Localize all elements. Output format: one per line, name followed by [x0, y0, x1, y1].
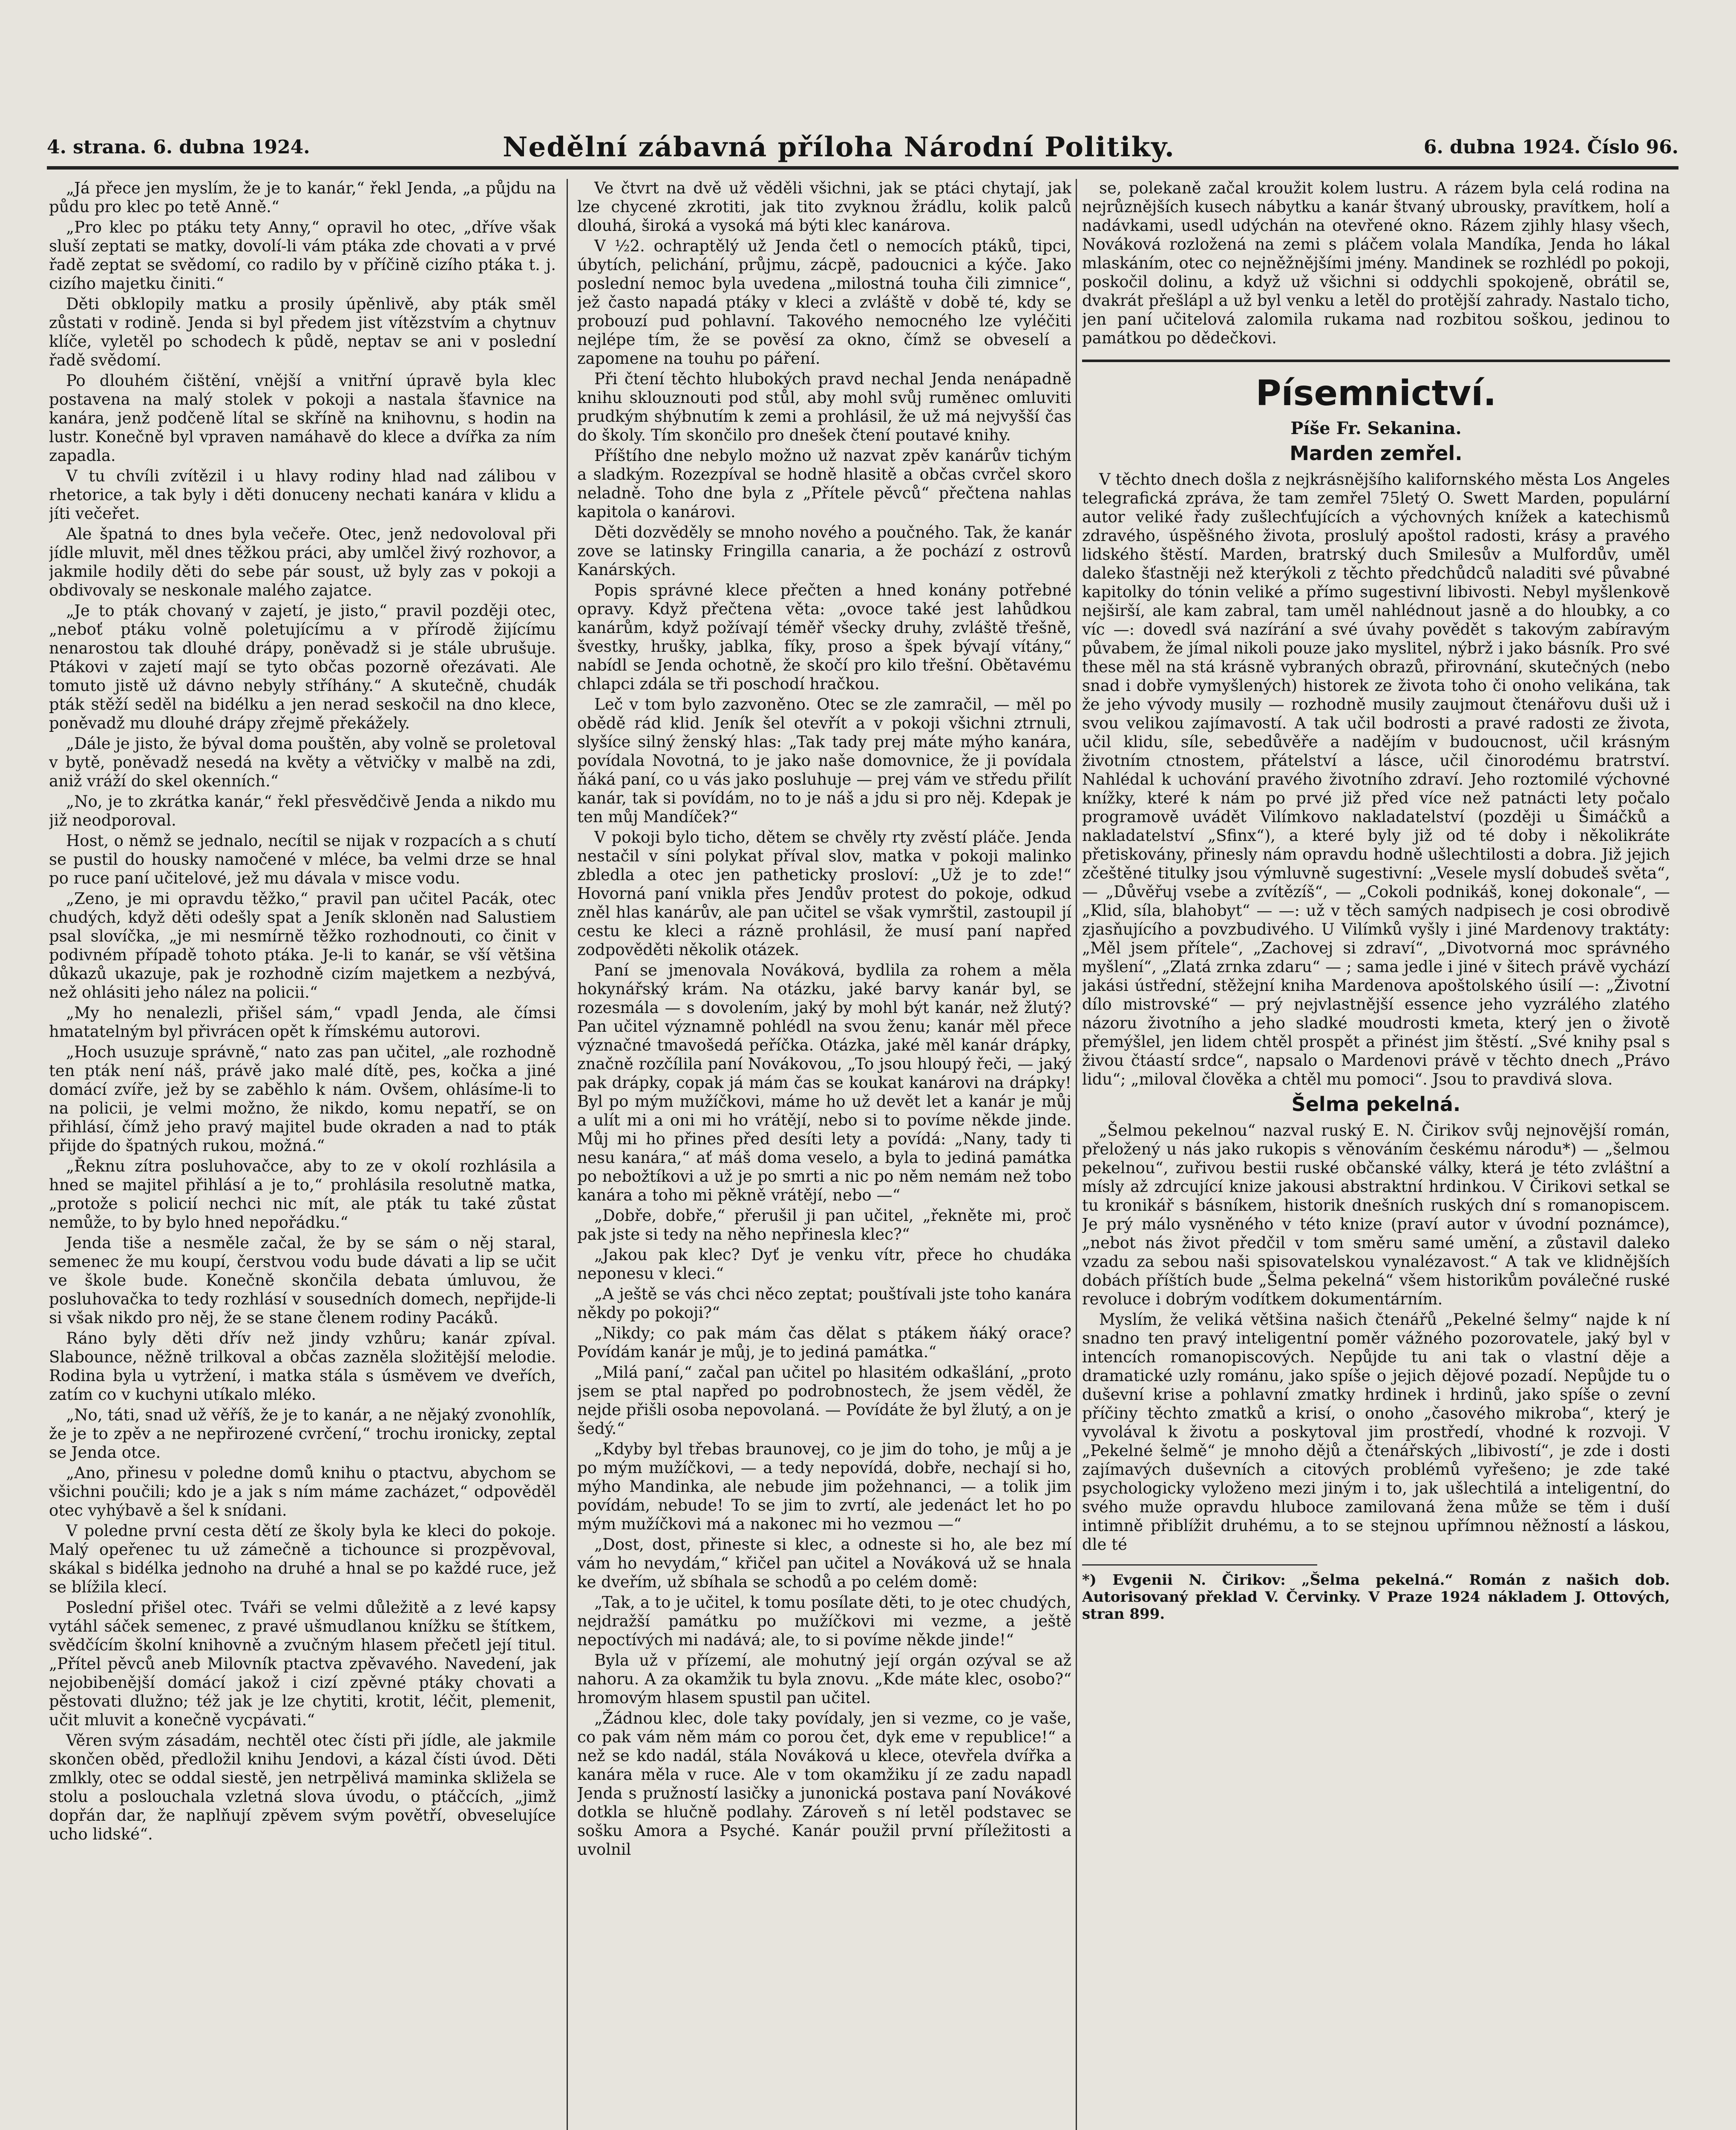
paragraph: Popis správné klece přečten a hned konány potřebné opravy. Když přečtena věta: „ovoce také jest lahůdkou kanárům, když požívají téměř všecky druhy, zvláště třešně, švestky, hrušky, jablka, fíky, proso a špek bývají vítány,“ nabídl se Jenda ochotně, že skočí pro kilo třešní. Obětavému chlapci zdála se tři poschodí hračkou.: [577, 581, 1071, 693]
paragraph: „No, táti, snad už věříš, že je to kanár, a ne nějaký zvonohlík, že je to zpěv a ne nepřirozené cvrčení,“ trochu ironicky, zeptal se Jenda otce.: [49, 1406, 556, 1462]
paragraph: „Řeknu zítra posluhovačce, aby to ze v okolí rozhlásila a hned se majitel přihlásí a je to,“ prohlásila resolutně matka, „protože s policií nechci nic mít, ale pták tu také zůstat nemůže, to by bylo hned nepořádku.“: [49, 1157, 556, 1232]
paragraph: „Jakou pak klec? Dyť je venku vítr, přece ho chudáka neponesu v kleci.“: [577, 1246, 1071, 1283]
paragraph: „A ještě se vás chci něco zeptat; pouštívali jste toho kanára někdy po pokoji?“: [577, 1285, 1071, 1322]
paragraph: Děti obklopily matku a prosily úpěnlivě, aby pták směl zůstati v rodině. Jenda si byl předem jist vítězstvím a chytnuv klíče, vyletěl po schodech k půdě, neptav se ani v poslední řadě svědomí.: [49, 295, 556, 369]
paragraph: „Já přece jen myslím, že je to kanár,“ řekl Jenda, „a půjdu na půdu pro klec po tetě Anně.“: [49, 179, 556, 216]
section-title: Písemnictví.: [1255, 373, 1497, 414]
column-3: [1082, 179, 1670, 2130]
paragraph: V ½2. ochraptělý už Jenda četl o nemocích ptáků, tipci, úbytích, pelichání, průjmu, zácpě, padoucnici a kýče. Jako poslední nemoc byla uvedena „milostná touha čili zimnice“, jež často napadá ptáky v kleci a zvláště v době té, kdy se probouzí pud pohlavní. Takového nemocného lze vyléčiti nejlépe tím, že se pověsí za okno, čímž se obveselí a zapomene na touhu po páření.: [577, 237, 1071, 368]
column-1: [49, 179, 556, 2130]
paragraph: Jenda tiše a nesměle začal, že by se sám o něj staral, semenec že mu koupí, čerstvou vodu bude dávati a lip se učit ve škole bude. Konečně skončila debata úmluvou, že posluhovačka to tedy rozhlásí v sousedních domech, nepřijde-li si však nikdo pro něj, že se stane členem rodiny Pacáků.: [49, 1234, 556, 1327]
masthead: [47, 128, 1678, 170]
paragraph: Věren svým zásadám, nechtěl otec čísti při jídle, ale jakmile skončen oběd, předložil knihu Jendovi, a kázal čísti úvod. Děti zmlkly, otec se oddal siestě, jen netrpělivá maminka skližela se stolu a poslouchala vzletná slova úvodu, o ptáčcích, „jimž dopřán dar, že naplňují zpěvem svým povětří, obveselujíce ucho lidské“.: [49, 1731, 556, 1843]
paragraph: „Kdyby byl třebas braunovej, co je jim do toho, je můj a je po mým mužíčkovi, — a tedy nepovídá, dobře, nechají si ho, mýho Mandinka, ale nebude jim požehnanci, — a tolik jim povídám, nebude! To se jim to zvrtí, ale jedenáct let ho po mým mužíčkovi má a nakonec mi ho vezmou —“: [577, 1440, 1071, 1533]
paragraph: „Šelmou pekelnou“ nazval ruský E. N. Čirikov svůj nejnovější román, přeložený u nás jako rukopis s věnováním českému národu*) — „šelmou pekelnou“, zuřivou bestii ruské občanské války, která je této zvláštní a mísly až zdrcující knize jakousi abstraktní hrdinkou. V Čirikovi setkal se tu kronikář s básníkem, historik dnešních ruských dní s romanopiscem. Je prý málo vysněného v této knize (praví autor v úvodní poznámce), „nebot nás život předčil v tom směru samé umění, a zůstavil daleko vzadu za sebou naši spisovatelskou vynalézavost.“ A tak ve klidnějších dobách příštích bude „Šelma pekelná“ všem historikům poválečné ruské revoluce i dobrým vodítkem dokumentárním.: [1082, 1121, 1670, 1308]
paragraph: „Žádnou klec, dole taky povídaly, jen si vezme, co je vaše, co pak vám něm mám co porou čet, dyk eme v republice!“ a než se kdo nadál, stála Nováková u klece, otevřela dvířka a kanára měla v ruce. Ale v tom okamžiku jí ze zadu napadl Jenda s pružností lasičky a junonická postava paní Novákové dotkla se hlučně podlahy. Zároveň s ní letěl podstavec se sošku Amora a Psyché. Kanár použil první příležitosti a uvolnil: [577, 1709, 1071, 1859]
paragraph: „Je to pták chovaný v zajetí, je jisto,“ pravil později otec, „neboť ptáku volně poletujícímu a v přírodě žijícímu nenarostou tak dlouhé drápy, poněvadž si je stále ubrušuje. Ptákovi v zajetí mají se tyto občas pozorně ořezávati. Ale tomuto jistě už dávno nebyly stříhány.“ A skutečně, chudák pták stěží seděl na bidélku a jen nerad seskočil na dno klece, poněvadž mu dlouhé drápy zřejmě překážely.: [49, 602, 556, 732]
paragraph: „Dost, dost, přineste si klec, a odneste si ho, ale bez mí vám ho nevydám,“ křičel pan učitel a Nováková už se hnala ke dveřím, už sbíhala se schodů a po celém domě:: [577, 1535, 1071, 1591]
paragraph: Ráno byly děti dřív než jindy vzhůru; kanár zpíval. Slabounce, něžně trilkoval a občas zazněla složitější melodie. Rodina byla u vytržení, i matka stála s úsměvem ve dveřích, zatím co v kuchyni utíkalo mléko.: [49, 1329, 556, 1404]
paragraph: Děti dozvěděly se mnoho nového a poučného. Tak, že kanár zove se latinsky Fringilla canaria, a že pochází z ostrovů Kanárských.: [577, 523, 1071, 579]
paragraph: V pokoji bylo ticho, dětem se chvěly rty zvěstí pláče. Jenda nestačil v síni polykat příval slov, matka v pokoji malinko zbledla a otec jen patheticky prosloví: „Už je to zde!“ Hovorná paní vnikla přes Jendův protest do pokoje, odkud zněl hlas kanárův, ale pan učitel se však vymrštil, zastoupil jí cestu ke kleci a rázně prohlásil, že musí paní napřed zodpověděti několik otázek.: [577, 828, 1071, 959]
issue-date-number: 6. dubna 1924. Číslo 96.: [1423, 136, 1678, 158]
paragraph: Myslím, že veliká většina našich čtenářů „Pekelné šelmy“ najde k ní snadno ten pravý inteligentní poměr vážného pozorovatele, jaký byl v intencích romanopiscových. Nepůjde tu ani tak o vlastní děje a dramatické uzly románu, jako spíše o jejich dějové pozadí. Nepůjde tu o duševní krise a pohlavní zmatky hrdinek i hrdinů, jako spíše o zevní příčiny těchto zmatků a krisí, o onoho „časového mikroba“, který je vyvolával k životu a poskytoval jim prostředí, vhodné k rozvoji. V „Pekelné šelmě“ je mnoho dějů a čtenářských „libivostí“, je zde i dosti zajímavých duševních a citových problémů vyřešeno; je zde také psychologicky vyloženo mezi jiným i to, jak ušlechtilá a inteligentní, do svého muže opravdu hluboce zamilovaná žena může se těm i duší intimně přiblížit druhému, a to se stejnou upřímnou něžností a láskou, dle té: [1082, 1310, 1670, 1554]
paragraph: „My ho nenalezli, přišel sám,“ vpadl Jenda, ale čímsi hmatatelným byl přivrácen opět k římskému autorovi.: [49, 1004, 556, 1041]
paragraph: Příštího dne nebylo možno už nazvat zpěv kanárův tichým a sladkým. Rozezpíval se hodně hlasitě a občas cvrčel skoro neladně. Toho dne byla z „Přítele pěvců“ přečtena nahlas kapitola o kanárovi.: [577, 446, 1071, 521]
section-author: Píše Fr. Sekanina.: [1290, 418, 1462, 438]
footnote-divider: [1082, 1564, 1317, 1566]
paragraph: Ale špatná to dnes byla večeře. Otec, jenž nedovoloval při jídle mluvit, měl dnes těžkou práci, aby umlčel živý rozhovor, a jakmile hodily děti do sebe pár soust, už byly zas v pokoji a obdivovaly se neskonale malého zajatce.: [49, 525, 556, 599]
column-2: [577, 179, 1071, 2130]
paragraph: „Pro klec po ptáku tety Anny,“ opravil ho otec, „dříve však sluší zeptati se matky, dovolí-li vám ptáka zde chovati a v prvé řadě zeptat se svědomí, co radilo by v příčině cizího ptáka t. j. cizího majetku činiti.“: [49, 218, 556, 293]
publication-title: Nedělní zábavná příloha Národní Politiky.: [503, 131, 1175, 163]
paragraph: „Hoch usuzuje správně,“ nato zas pan učitel, „ale rozhodně ten pták není náš, právě jako malé dítě, pes, kočka a jiné domácí zvíře, jež by se zaběhlo k nám. Ovšem, ohlásíme-li to na policii, je velmi možno, že nikdo, komu nepatří, se on přihlásí, čímž jeho pravý majitel bude okraden a nad to pták přijde do špatných rukou, možná.“: [49, 1043, 556, 1155]
paragraph: „Nikdy; co pak mám čas dělat s ptákem ňáký orace? Povídám kanár je můj, je to jediná památka.“: [577, 1324, 1071, 1361]
paragraph: Ve čtvrt na dvě už věděli všichni, jak se ptáci chytají, jak lze chycené zkrotiti, jak tito zvyknou žrádlu, kolik palců dlouhá, široká a vysoká má býti klec kanárova.: [577, 179, 1071, 235]
article-title: Marden zemřel.: [1290, 442, 1463, 465]
article-title: Šelma pekelná.: [1291, 1093, 1461, 1116]
footnote: *) Evgenii N. Čirikov: „Šelma pekelná.“ Román z našich dob. Autorisovaný překlad V. Červinky. V Praze 1924 nákladem J. Ottových, stran 899.: [1082, 1572, 1670, 1623]
paragraph: V tu chvíli zvítězil i u hlavy rodiny hlad nad zálibou v rhetorice, a tak byly i děti donuceny nechati kanára v klidu a jíti večeřet.: [49, 467, 556, 523]
paragraph: „No, je to zkrátka kanár,“ řekl přesvědčivě Jenda a nikdo mu již neodporoval.: [49, 792, 556, 829]
column-divider: [1076, 179, 1077, 2130]
paragraph: se, polekaně začal kroužit kolem lustru. A rázem byla celá rodina na nejrůznějších kusech nábytku a kanár štvaný ubrousky, pravítkem, holí a nadávkami, usedl udýchán na otevřené okno. Rázem zjihly hlasy všech, Nováková rozložená na zemi s pláčem volala Mandíka, Jenda ho lákal mlaskáním, otec co nejněžnějšími jmény. Mandinek se rozhlédl po pokoji, poskočil dolinu, a když už všichni si oddychli spokojeně, obrátil se, dvakrát přešlápl a už byl venku a letěl do protější zahrady. Nastalo ticho, jen paní učitelová zalomila rukama nad rozbitou soškou, jedinou to památkou po dědečkovi.: [1082, 179, 1670, 347]
paragraph: Leč v tom bylo zazvoněno. Otec se zle zamračil, — měl po obědě rád klid. Jeník šel otevřít a v pokoji všichni ztrnuli, slyšíce silný ženský hlas: „Tak tady prej máte mýho kanára, povídala Novotná, to je jako naše domovnice, že ji povídala ňáká paní, co u vás jako posluhuje — prej vám ve středu přilít kanár, tak si povídám, no to je náš a jdu si pro něj. Kdepak je ten můj Mandíček?“: [577, 695, 1071, 826]
paragraph: V těchto dnech došla z nejkrásnějšího kalifornského města Los Angeles telegrafická zpráva, že tam zemřel 75letý O. Swett Marden, populární autor veliké řady zušlechťujících a výchovných knížek a katechismů zdravého, úspěšného života, proslulý apoštol radosti, krásy a pravého lidského štěstí. Marden, bratrský duch Smilesův a Mulfordův, uměl daleko šťastněji než kterýkoli z těchto předchůdců naladiti své půvabné kapitolky do tónin veliké a přímo sugestivní libivosti. Nebyl myšlenkově nejširší, ale kam zabral, tam uměl nahlédnout jasně a do hloubky, a co víc —: dovedl svá nazírání a své úvahy povědět s takovým zabíravým půvabem, že jímal nikoli pouze jako myslitel, nýbrž i jako básník. Pro své these měl na stá krásně vybraných obrazů, přirovnání, skutečných (nebo snad i dobře vymyšlených) historek ze života toho či onoho velikána, tak že jeho vývody musily — rozhodně musily zaujmout čtenářovu duši už i svou velikou zajímavostí. A tak učil bodrosti a pravé radosti ze života, učil klidu, síle, sebedůvěře a nadějím v budoucnost, učil krásným životním ctnostem, přátelství a lásce, učil činorodému bratrství. Nahlédal k uchování pravého životního zdraví. Jeho roztomilé výchovné knížky, které k nám po prvé již před více než patnácti lety počalo programově uvádět Vilímkovo nakladatelství (později u Šimáčků a nakladatelství „Sfinx“), a které byly již od té doby i několikráte přetiskovány, přinesly nám opravdu hodně ušlechtilosti a dobra. Již jejich zčeštěné titulky jsou výmluvně sugestivní: „Vesele myslí dobudeš světa“, — „Důvěřuj vsebe a zvítězíš“, — „Cokoli podnikáš, konej dokonale“, — „Klid, síla, blahobyt“ — —: už v těch samých nadpisech je cosi obrodivě zjasňujícího a povzbudivého. U Vilímků vyšly i jiné Mardenovy traktáty: „Měl jsem přítele“, „Zachovej si zdraví“, „Divotvorná moc správného myšlení“, „Zlatá zrnka zdaru“ — ; sama jedle i jiné v šitech právě vychází jakási ústřední, stěžejní kniha Mardenova apoštolského úsilí —: „Životní dílo mistrovské“ — prý nejvlastnější essence jeho vyzrálého zlatého názoru životního a jeho sladké moudrosti kmeta, který jen o životě přemýšlel, jen lidem chtěl prospět a přinést jim štěstí. „Své knihy psal s živou čtáastí srdce“, napsalo o Mardenovi právě v těchto dnech „Právo lidu“; „miloval člověka a chtěl mu pomoci“. Jsou to pravdivá slova.: [1082, 470, 1670, 1088]
section-divider: [1082, 360, 1670, 362]
paragraph: V poledne první cesta dětí ze školy byla ke kleci do pokoje. Malý opeřenec tu už zámečně a tichounce si prozpěvoval, skákal s bidélka jednoho na druhé a hnal se po každé ruce, jež se blížila klecí.: [49, 1522, 556, 1596]
paragraph: „Dobře, dobře,“ přerušil ji pan učitel, „řekněte mi, proč pak jste si tedy na něho nepřinesla klec?“: [577, 1206, 1071, 1243]
paragraph: Při čtení těchto hlubokých pravd nechal Jenda nenápadně knihu sklouznouti pod stůl, aby mohl svůj ruměnec omluviti prudkým shýbnutím k zemi a prohlásil, že už má nejvyšší čas do školy. Tím skončilo pro dnešek čtení poutavé knihy.: [577, 370, 1071, 444]
paragraph: Byla už v přízemí, ale mohutný její orgán ozýval se až nahoru. A za okamžik tu byla znovu. „Kde máte klec, osobo?“ hromovým hlasem spustil pan učitel.: [577, 1651, 1071, 1707]
paragraph: Poslední přišel otec. Tváři se velmi důležitě a z levé kapsy vytáhl sáček semenec, z pravé ušmudlanou knížku se štítkem, svědčícím školní knihovně a zvučným hlasem přečetl její titul. „Přítel pěvců aneb Milovník ptactva zpěvavého. Navedení, jak nejobibenější domácí jakož i cizí zpěvné ptáky chovati a pěstovati dlužno; též jak je lze chytiti, krotit, léčit, plemenit, učit mluvit a konečně vycpávati.“: [49, 1598, 556, 1729]
paragraph: Host, o němž se jednalo, necítil se nijak v rozpacích a s chutí se pustil do housky namočené v mléce, ba velmi drze se hnal po ruce paní učitelové, jež mu dávala v misce vodu.: [49, 832, 556, 887]
paragraph: Paní se jmenovala Nováková, bydlila za rohem a měla hokynářský krám. Na otázku, jaké barvy kanár byl, se rozesmála — s dovolením, jaký by mohl být kanár, než žlutý? Pan učitel významně pohlédl na svou ženu; kanár měl přece význačné tmavošedá peříčka. Otázka, jaké měl kanár drápky, značně rozčílila paní Novákovou, „To jsou hloupý řeči, — jaký pak drápky, copak já mám čas se koukat kanárovi na drápky! Byl po mým mužíčkovi, máme ho už devět let a kanár je můj a ulít mi a oni mi ho vrátějí, nebo si to povíme někde jinde. Můj mi ho přines před desíti lety a povídá: „Nany, tady ti nesu kanára,“ ať máš doma veselo, a byla to jediná památka po nebožtíkovi a už je po smrti a nic po něm nemám než tobo kanára a toho mi pěkně vrátějí, nebo —“: [577, 961, 1071, 1204]
column-divider: [567, 179, 568, 2130]
paragraph: „Zeno, je mi opravdu těžko,“ pravil pan učitel Pacák, otec chudých, když děti odešly spat a Jeník skloněn nad Salustiem psal slovíčka, „je mi nesmírně těžko rozhodnouti, co činit v podivném případě tohoto ptáka. Je-li to kanár, se vší většina důkazů ukazuje, pak je rozhodně cizím majetkem a nezbývá, než ohlásiti jeho nález na policii.“: [49, 889, 556, 1002]
paragraph: „Ano, přinesu v poledne domů knihu o ptactvu, abychom se všichni poučili; kdo je a jak s ním máme zacházet,“ odpověděl otec vyhýbavě a šel k snídani.: [49, 1464, 556, 1520]
page-number-date: 4. strana. 6. dubna 1924.: [47, 136, 310, 158]
paragraph: „Milá paní,“ začal pan učitel po hlasitém odkašlání, „proto jsem se ptal napřed po podrobnostech, že jsem věděl, že nejde přišli osoba nepovolaná. — Povídáte že byl žlutý, a on je šedý.“: [577, 1363, 1071, 1438]
paragraph: Po dlouhém čištění, vnější a vnitřní úpravě byla klec postavena na malý stolek v pokoji a nastala šťavnice na kanára, jenž podčeně lítal se skříně na knihovnu, s hodin na lustr. Konečně byl vpraven namáhavě do klece a dvířka za ním zapadla.: [49, 371, 556, 465]
paragraph: „Tak, a to je učitel, k tomu posílate děti, to je otec chudých, nejdražší památku po mužíčkovi mi vezme, a ještě nepoctívých mi nadává; ale, to si povíme někde jinde!“: [577, 1593, 1071, 1649]
paragraph: „Dále je jisto, že býval doma pouštěn, aby volně se proletoval v bytě, poněvadž nesedá na květy a větvičky v malbě na zdi, aniž vráží do skel okenních.“: [49, 734, 556, 790]
